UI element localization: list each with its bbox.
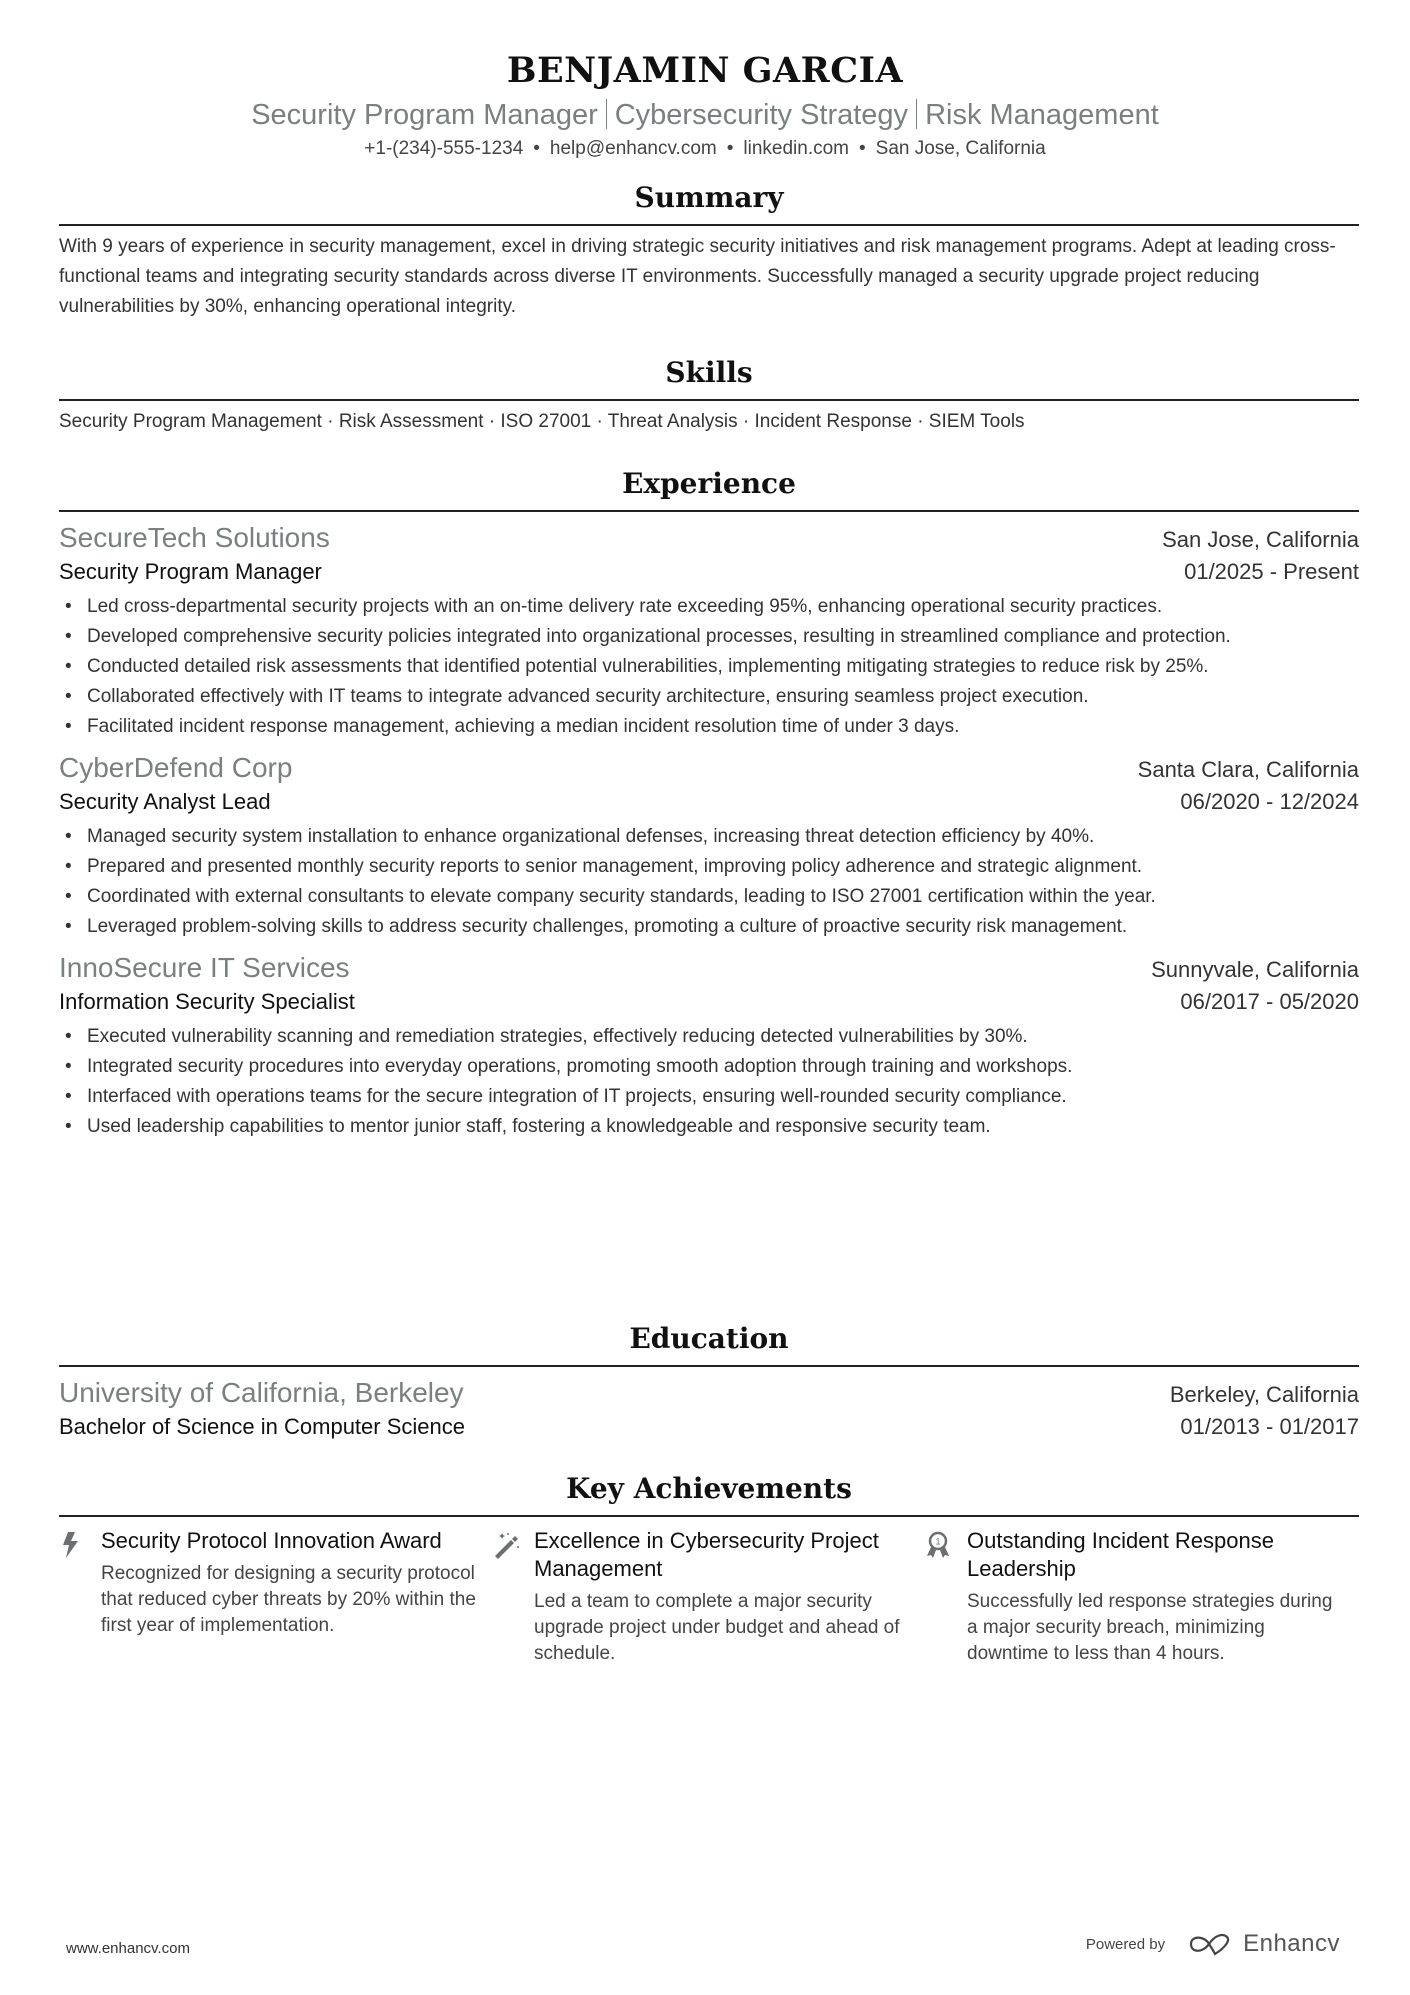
magic-wand-icon: [492, 1527, 534, 1667]
section-title: Skills: [665, 356, 753, 389]
job-dates: 06/2017 - 05/2020: [1180, 989, 1359, 1014]
education-entry: [59, 1375, 1359, 1443]
tagline-divider: [606, 99, 607, 129]
section-title: Key Achievements: [566, 1472, 852, 1505]
brand-name: Enhancv: [1243, 1930, 1340, 1957]
school-location: Berkeley, California: [1169, 1382, 1359, 1407]
education-dates: 01/2013 - 01/2017: [1180, 1414, 1359, 1439]
bullet-item: • Managed security system installation to enhance organizational defenses, increasing threat detection efficiency by 40%.: [59, 822, 1359, 852]
tagline-item: Cybersecurity Strategy: [614, 99, 909, 131]
job-bullets: [59, 822, 1359, 942]
summary-section: [59, 178, 1359, 322]
education-section: [59, 1319, 1359, 1443]
separator-dot: •: [726, 138, 734, 159]
job-location: Santa Clara, California: [1137, 757, 1359, 782]
achievement-title: Outstanding Incident Response Leadership: [967, 1528, 1274, 1581]
separator-dot: •: [533, 138, 540, 159]
achievement-item: [925, 1527, 1358, 1667]
phone: +1-(234)-555-1234: [364, 138, 524, 159]
footer-branding: [1086, 1930, 1340, 1958]
candidate-name: BENJAMIN GARCIA: [506, 50, 904, 91]
email-link[interactable]: help@enhancv.com: [549, 138, 717, 159]
powered-by-label: Powered by: [1085, 1935, 1166, 1953]
company-name: InnoSecure IT Services: [59, 952, 350, 983]
section-divider: [59, 399, 1359, 401]
section-title: Experience: [622, 467, 796, 500]
tagline-item: Risk Management: [925, 99, 1159, 131]
enhancv-logo-icon: [1187, 1931, 1233, 1957]
award-medal-icon: [925, 1527, 967, 1667]
contact-info: [0, 136, 1410, 162]
bullet-item: • Leveraged problem-solving skills to address security challenges, promoting a culture of proactive security risk management.: [59, 912, 1359, 942]
section-divider: [59, 1365, 1359, 1367]
enhancv-logo-link[interactable]: [1187, 1930, 1340, 1958]
bullet-item: • Integrated security procedures into everyday operations, promoting smooth adoption through training and workshops.: [59, 1052, 1359, 1082]
skills-list: Security Program Management · Risk Assessment · ISO 27001 · Threat Analysis · Incident Response · SIEM Tools: [59, 411, 1025, 432]
lightning-bolt-icon: [59, 1527, 101, 1667]
bullet-item: • Conducted detailed risk assessments that identified potential vulnerabilities, implementing mitigating strategies to reduce risk by 25%.: [59, 652, 1359, 682]
bullet-item: • Led cross-departmental security projects with an on-time delivery rate exceeding 95%, enhancing operational security practices.: [59, 592, 1359, 622]
achievement-title: Security Protocol Innovation Award: [101, 1528, 442, 1553]
job-bullets: [59, 592, 1359, 742]
section-title: Education: [629, 1322, 789, 1355]
section-divider: [59, 510, 1359, 512]
svg-text:1: 1: [935, 1536, 941, 1547]
resume-header: [0, 0, 1410, 162]
company-name: CyberDefend Corp: [59, 752, 293, 783]
tagline-divider: [916, 99, 917, 129]
tagline-item: Security Program Manager: [251, 99, 598, 131]
bullet-item: • Executed vulnerability scanning and remediation strategies, effectively reducing detected vulnerabilities by 30%.: [59, 1022, 1359, 1052]
job-entry: [59, 950, 1359, 1142]
job-entry: [59, 750, 1359, 942]
achievements-section: [59, 1469, 1359, 1667]
job-location: Sunnyvale, California: [1151, 957, 1359, 982]
section-title: Summary: [634, 181, 784, 214]
skills-section: [59, 353, 1359, 437]
bullet-item: • Facilitated incident response management, achieving a median incident resolution time of under 3 days.: [59, 712, 1359, 742]
experience-section: [59, 464, 1359, 1142]
company-name: SecureTech Solutions: [59, 522, 330, 553]
achievements-grid: [59, 1527, 1359, 1667]
job-title: Information Security Specialist: [59, 989, 355, 1014]
bullet-item: • Coordinated with external consultants to elevate company security standards, leading to ISO 27001 certification within the year.: [59, 882, 1359, 912]
achievement-title: Excellence in Cybersecurity Project Management: [534, 1528, 879, 1581]
job-bullets: [59, 1022, 1359, 1142]
location: San Jose, California: [875, 138, 1046, 159]
section-divider: [59, 1515, 1359, 1517]
bullet-item: • Prepared and presented monthly security reports to senior management, improving policy adherence and strategic alignment.: [59, 852, 1359, 882]
achievement-item: [492, 1527, 925, 1667]
bullet-item: • Used leadership capabilities to mentor junior staff, fostering a knowledgeable and responsive security team.: [59, 1112, 1359, 1142]
footer-website-link[interactable]: www.enhancv.com: [66, 1940, 190, 1957]
bullet-item: • Developed comprehensive security policies integrated into organizational processes, resulting in streamlined compliance and protection.: [59, 622, 1359, 652]
bullet-item: • Collaborated effectively with IT teams to integrate advanced security architecture, ensuring seamless project execution.: [59, 682, 1359, 712]
achievement-description: Recognized for designing a security protocol that reduced cyber threats by 20% within the first year of implementation.: [101, 1563, 476, 1636]
school-name: University of California, Berkeley: [59, 1377, 464, 1408]
separator-dot: •: [859, 138, 866, 159]
job-title: Security Program Manager: [59, 559, 322, 584]
achievement-item: [59, 1527, 492, 1667]
job-location: San Jose, California: [1162, 527, 1359, 552]
job-title: Security Analyst Lead: [59, 789, 271, 814]
tagline: [0, 96, 1410, 134]
linkedin-link[interactable]: linkedin.com: [743, 138, 849, 159]
summary-text: With 9 years of experience in security management, excel in driving strategic security initiatives and risk management programs. Adept at leading cross-functional teams and integrating security standards across diverse IT environments. Successfully managed a security upgrade project reducing vulnerabilities by 30%, enhancing operational integrity.: [59, 236, 1336, 317]
achievement-description: Successfully led response strategies during a major security breach, minimizing downtime to less than 4 hours.: [967, 1591, 1333, 1664]
achievement-description: Led a team to complete a major security upgrade project under budget and ahead of schedule.: [534, 1591, 900, 1664]
section-divider: [59, 224, 1359, 226]
degree: Bachelor of Science in Computer Science: [59, 1414, 465, 1439]
bullet-item: • Interfaced with operations teams for the secure integration of IT projects, ensuring well-rounded security compliance.: [59, 1082, 1359, 1112]
job-dates: 06/2020 - 12/2024: [1180, 789, 1359, 814]
job-entry: [59, 520, 1359, 742]
job-dates: 01/2025 - Present: [1184, 559, 1359, 584]
